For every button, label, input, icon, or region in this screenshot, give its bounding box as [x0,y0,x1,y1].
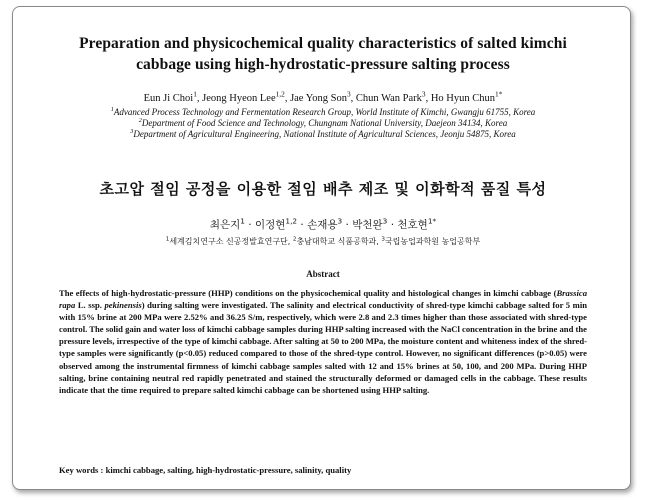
keywords [59,465,587,475]
korean-affiliation: $^1$세계김치연구소 신공정발효연구단 [165,236,288,246]
korean-author: 최은지$^1$ [209,216,245,231]
korean-title: 초고압 절임 공정을 이용한 절임 배추 제조 및 이화학적 품질 특성 [99,180,547,198]
paper-page [12,6,631,490]
korean-author: 박천완$^3$ [352,216,388,231]
author-list: Eun Ji Choi$^1$, Jeong Hyeon Lee$^{1,2}$, Jae Yong Son$^3$, Chun Wan Park$^3$, Ho Hyun Chun$^{1*}$ [143,89,503,104]
affiliation: $^2$Department of Food Science and Technology, Chungnam National University, Daejeon 34134, Korea [138,117,508,128]
abstract-body: The effects of high-hydrostatic-pressure (HHP) conditions on the physicochemical quality and histological changes in kimchi cabbage (Brassica rapa L. ssp. pekinensis) during salting were investigated. The salinity and electrical conductivity of shred-type kimchi cabbage salted for 5 min with 15% brine at 200 MPa were 2.52% and 36.25 S/m, respectively, which were 2.8 and 2.3 times higher than those associated with shred-type control. The solid gain and water loss of kimchi cabbage samples during HHP salting increased with the NaCl concentration in the brine and the pressure levels, irrespective of the type of kimchi cabbage. After salting at 50 to 200 MPa, the moisture content and whiteness index of the shred-type samples were significantly (p<0.05) reduced compared to those of the shred-type control. However, no significant differences (p>0.05) were observed among the instrumental firmness of kimchi cabbage samples salted with 12 and 15% brines at 50, 100, and 200 MPa. During HHP salting, brine containing neutral red rapidly penetrated and stained the structurally deformed or damaged cells in the cabbage. These results indicate that the time required to prepare salted kimchi cabbage can be shortened using HHP salting. [59,288,587,395]
abstract-heading: Abstract [306,269,340,279]
author: Jeong Hyeon Lee$^{1,2}$ [202,89,285,104]
subspecies-name: pekinensis [104,300,142,311]
species-name: Brassica rapa [59,288,587,311]
title-line-1: Preparation and physicochemical quality characteristics of salted kimchi [79,35,567,52]
korean-author: 천호현$^{1*}$ [397,216,437,231]
korean-author: 이정현$^{1,2}$ [254,216,298,231]
keywords-list: kimchi cabbage, salting, high-hydrostatic-pressure, salinity, quality [105,465,352,475]
author: Jae Yong Son$^3$ [290,89,351,104]
title-line-2: cabbage using high-hydrostatic-pressure salting process [136,56,510,73]
korean-author-list: 최은지$^1$ · 이정현$^{1,2}$ · 손재용$^3$ · 박천완$^3$ · 천호현$^{1*}$ [209,216,437,231]
korean-affiliation: $^2$충남대학교 식품공학과 [292,236,377,246]
korean-affiliation: $^3$국립농업과학원 농업공학부 [381,236,481,246]
author: Eun Ji Choi$^1$ [143,89,197,104]
korean-affiliation-list: $^1$세계김치연구소 신공정발효연구단, $^2$충남대학교 식품공학과, $^3$국립농업과학원 농업공학부 [165,236,481,246]
korean-author: 손재용$^3$ [307,216,343,231]
author: Chun Wan Park$^3$ [355,89,426,104]
affiliation-list [33,107,613,140]
author: Ho Hyun Chun$^{1*}$ [430,89,503,104]
affiliation: $^1$Advanced Process Technology and Fermentation Research Group, World Institute of Kimchi, Gwangju 61755, Korea [110,106,536,117]
affiliation: $^3$Department of Agricultural Engineering, National Institute of Agricultural Sciences, Jeonju 54875, Korea [130,128,516,139]
keywords-label: Key words : [59,465,104,475]
paper-title [33,33,613,75]
